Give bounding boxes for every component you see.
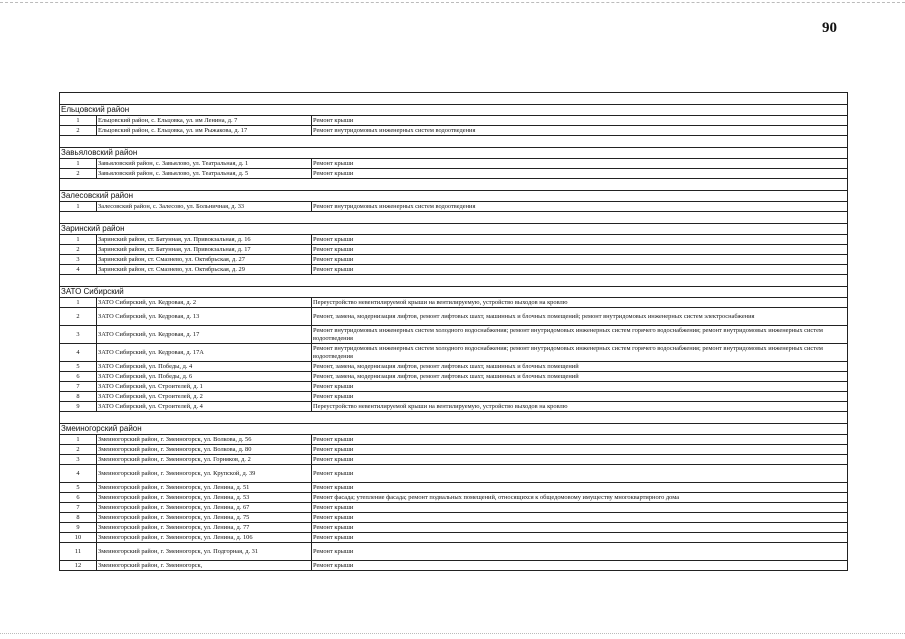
- row-address: ЗАТО Сибирский, ул. Строителей, д. 4: [97, 402, 312, 411]
- table-row: [60, 493, 847, 503]
- row-work-type: Ремонт крыши: [313, 392, 354, 400]
- row-address: Змеиногорский район, г. Змеиногорск, ул. Ленина, д. 67: [97, 503, 312, 512]
- row-number: 2: [60, 245, 97, 254]
- table-row: [60, 382, 847, 392]
- row-number: 8: [60, 513, 97, 522]
- row-work-type: Ремонт крыши: [313, 265, 354, 273]
- row-number: 1: [60, 202, 97, 211]
- row-number: 3: [60, 455, 97, 464]
- row-work-type: Ремонт крыши: [313, 159, 354, 167]
- row-work-type: Ремонт фасада; утепление фасада; ремонт подвальных помещений, относящихся к общедомовому имуществу многоквартирного дома: [313, 493, 680, 501]
- row-address: Змеиногорский район, г. Змеиногорск, ул. Ленина, д. 75: [97, 513, 312, 522]
- row-number: 11: [60, 543, 97, 560]
- table-row: [60, 245, 847, 255]
- row-address: Заринский район, ст. Смазнево, ул. Октябрьская, д. 29: [97, 265, 312, 274]
- row-number: 6: [60, 372, 97, 381]
- row-address: Змеиногорский район, г. Змеиногорск, ул. Ленина, д. 77: [97, 523, 312, 532]
- row-address: Заринский район, ст. Батунная, ул. Привокзальная, д. 16: [97, 235, 312, 244]
- row-number: 1: [60, 159, 97, 168]
- table-row: [60, 298, 847, 308]
- row-address: ЗАТО Сибирский, ул. Кедровая, д. 17: [97, 326, 312, 343]
- row-number: 1: [60, 116, 97, 125]
- table-row: [60, 561, 847, 571]
- row-number: 10: [60, 533, 97, 542]
- row-address: Завьяловский район, с. Завьялово, ул. Театральная, д. 5: [97, 169, 312, 178]
- row-number: 6: [60, 493, 97, 502]
- row-address: Змеиногорский район, г. Змеиногорск,: [97, 561, 312, 570]
- district-heading: Завьяловский район: [60, 148, 847, 159]
- row-work-type: Ремонт крыши: [313, 483, 354, 491]
- row-work-type: Переустройство невентилируемой крыши на вентилируемую, устройство выходов на кровлю: [313, 402, 568, 410]
- district-heading: Заринский район: [60, 224, 847, 235]
- row-work-type: Ремонт крыши: [313, 382, 354, 390]
- row-address: Ельцовский район, с. Ельцовка, ул. им Ленина, д. 7: [97, 116, 312, 125]
- section-spacer: [60, 275, 847, 287]
- section-spacer: [60, 212, 847, 224]
- section-spacer: [60, 179, 847, 191]
- table-row: [60, 326, 847, 344]
- row-address: Заринский район, ст. Смазнево, ул. Октябрьская, д. 27: [97, 255, 312, 264]
- table-row: [60, 445, 847, 455]
- row-work-type: Ремонт крыши: [313, 235, 354, 243]
- row-number: 2: [60, 308, 97, 325]
- row-address: Змеиногорский район, г. Змеиногорск, ул. Ленина, д. 51: [97, 483, 312, 492]
- table-row: [60, 362, 847, 372]
- row-work-type: Ремонт крыши: [313, 445, 354, 453]
- row-address: ЗАТО Сибирский, ул. Строителей, д. 1: [97, 382, 312, 391]
- table-row: [60, 116, 847, 126]
- row-work-type: Ремонт, замена, модернизация лифтов, ремонт лифтовых шахт, машинных и блочных помещений: [313, 372, 579, 380]
- table-row: [60, 533, 847, 543]
- row-address: Залесовский район, с. Залесово, ул. Больничная, д. 33: [97, 202, 312, 211]
- row-work-type: Ремонт крыши: [313, 116, 354, 124]
- row-number: 1: [60, 435, 97, 444]
- row-address: Ельцовский район, с. Ельцовка, ул. им Рыжакова, д. 17: [97, 126, 312, 135]
- table-row: [60, 402, 847, 412]
- row-address: Змеиногорский район, г. Змеиногорск, ул. Подгорная, д. 31: [97, 543, 312, 560]
- row-number: 5: [60, 362, 97, 371]
- row-address: Змеиногорский район, г. Змеиногорск, ул. Ленина, д. 106: [97, 533, 312, 542]
- table-row: [60, 513, 847, 523]
- row-number: 4: [60, 265, 97, 274]
- row-address: Змеиногорский район, г. Змеиногорск, ул. Ленина, д. 53: [97, 493, 312, 502]
- row-work-type: Ремонт крыши: [313, 469, 354, 477]
- row-work-type: Ремонт крыши: [313, 455, 354, 463]
- table-row: [60, 435, 847, 445]
- row-work-type: Ремонт крыши: [313, 245, 354, 253]
- row-number: 9: [60, 402, 97, 411]
- table-row: [60, 455, 847, 465]
- table-row: [60, 169, 847, 179]
- row-number: 4: [60, 344, 97, 361]
- table-row: [60, 265, 847, 275]
- row-number: 5: [60, 483, 97, 492]
- row-work-type: Ремонт крыши: [313, 523, 354, 531]
- row-number: 1: [60, 298, 97, 307]
- row-work-type: Ремонт крыши: [313, 503, 354, 511]
- row-number: 7: [60, 503, 97, 512]
- row-work-type: Ремонт крыши: [313, 547, 354, 555]
- row-number: 3: [60, 255, 97, 264]
- table-row: [60, 255, 847, 265]
- row-work-type: Ремонт внутридомовых инженерных систем холодного водоснабжения; ремонт внутридомовых инженерных систем горячего водоснабжения; ремонт внутридомовых инженерных систем водоотведения: [313, 344, 823, 360]
- district-heading: Ельцовский район: [60, 105, 847, 116]
- row-work-type: Ремонт крыши: [313, 561, 354, 569]
- section-spacer: [60, 412, 847, 424]
- row-work-type: Ремонт крыши: [313, 513, 354, 521]
- row-number: 9: [60, 523, 97, 532]
- table-row: [60, 308, 847, 326]
- row-address: Змеиногорский район, г. Змеиногорск, ул. Волкова, д. 80: [97, 445, 312, 454]
- row-address: Заринский район, ст. Батунная, ул. Привокзальная, д. 17: [97, 245, 312, 254]
- table-row: [60, 392, 847, 402]
- row-address: Змеиногорский район, г. Змеиногорск, ул. Волкова, д. 56: [97, 435, 312, 444]
- page-number: 90: [822, 20, 837, 36]
- district-heading: Змеиногорский район: [60, 424, 847, 435]
- row-number: 1: [60, 235, 97, 244]
- district-heading: ЗАТО Сибирский: [60, 287, 847, 298]
- row-address: ЗАТО Сибирский, ул. Победы, д. 6: [97, 372, 312, 381]
- row-work-type: Ремонт крыши: [313, 169, 354, 177]
- row-address: ЗАТО Сибирский, ул. Строителей, д. 2: [97, 392, 312, 401]
- table-row: [60, 503, 847, 513]
- district-heading: Залесовский район: [60, 191, 847, 202]
- table-row: [60, 126, 847, 136]
- table-row: [60, 372, 847, 382]
- row-address: Змеиногорский район, г. Змеиногорск, ул. Крупской, д. 39: [97, 465, 312, 482]
- row-address: ЗАТО Сибирский, ул. Кедровая, д. 2: [97, 298, 312, 307]
- works-table: [59, 92, 848, 571]
- table-row: [60, 465, 847, 483]
- row-address: ЗАТО Сибирский, ул. Кедровая, д. 17А: [97, 344, 312, 361]
- section-spacer: [60, 136, 847, 148]
- table-top-gap: [60, 93, 847, 105]
- row-work-type: Ремонт внутридомовых инженерных систем водоотведения: [313, 202, 476, 210]
- row-work-type: Ремонт внутридомовых инженерных систем холодного водоснабжения; ремонт внутридомовых инженерных систем горячего водоснабжения; ремонт внутридомовых инженерных систем водоотведения: [313, 326, 823, 342]
- row-number: 12: [60, 561, 97, 570]
- row-address: Завьяловский район, с. Завьялово, ул. Театральная, д. 1: [97, 159, 312, 168]
- table-row: [60, 483, 847, 493]
- scan-bottom-edge: [0, 633, 905, 635]
- table-row: [60, 159, 847, 169]
- row-address: ЗАТО Сибирский, ул. Победы, д. 4: [97, 362, 312, 371]
- row-number: 2: [60, 126, 97, 135]
- row-work-type: Ремонт крыши: [313, 255, 354, 263]
- table-row: [60, 235, 847, 245]
- row-number: 3: [60, 326, 97, 343]
- row-work-type: Ремонт внутридомовых инженерных систем водоотведения: [313, 126, 476, 134]
- row-number: 4: [60, 465, 97, 482]
- row-work-type: Ремонт, замена, модернизация лифтов, ремонт лифтовых шахт, машинных и блочных помещений: [313, 362, 579, 370]
- row-number: 2: [60, 445, 97, 454]
- row-work-type: Ремонт крыши: [313, 533, 354, 541]
- scan-top-edge: [0, 2, 905, 4]
- row-work-type: Ремонт крыши: [313, 435, 354, 443]
- row-number: 7: [60, 382, 97, 391]
- table-row: [60, 523, 847, 533]
- table-row: [60, 543, 847, 561]
- row-address: Змеиногорский район, г. Змеиногорск, ул. Горняков, д. 2: [97, 455, 312, 464]
- table-row: [60, 344, 847, 362]
- row-work-type: Ремонт, замена, модернизация лифтов, ремонт лифтовых шахт, машинных и блочных помещений; ремонт внутридомовых инженерных систем электроснабжения: [313, 312, 755, 320]
- row-number: 2: [60, 169, 97, 178]
- row-address: ЗАТО Сибирский, ул. Кедровая, д. 13: [97, 308, 312, 325]
- row-work-type: Переустройство невентилируемой крыши на вентилируемую, устройство выходов на кровлю: [313, 298, 568, 306]
- row-number: 8: [60, 392, 97, 401]
- table-row: [60, 202, 847, 212]
